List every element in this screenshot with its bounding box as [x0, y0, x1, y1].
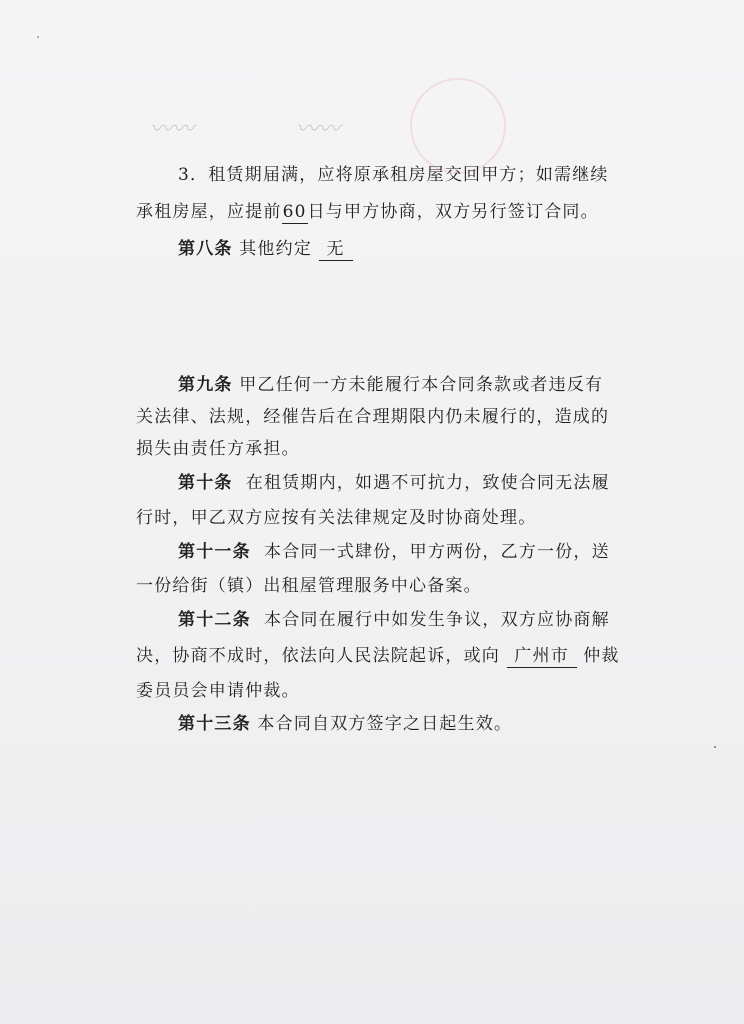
- clause9-heading: 第九条: [178, 375, 233, 395]
- clause9-line2: 关法律、法规，经催告后在合理期限内仍未履行的，造成的: [136, 407, 610, 427]
- clause10-heading: 第十条: [178, 473, 233, 493]
- clause11-line2: 一份给街（镇）出租屋管理服务中心备案。: [136, 576, 482, 596]
- clause12-line3: 委员员会申请仲裁。: [136, 681, 300, 701]
- clause13: 第十三条 本合同自双方签字之日起生效。: [178, 714, 513, 734]
- clause9-line1: 第九条 甲乙任何一方未能履行本合同条款或者违反有: [178, 375, 604, 395]
- clause10-line2: 行时，甲乙双方应按有关法律规定及时协商处理。: [136, 508, 537, 528]
- clause7-item3-line1: 3．租赁期届满，应将原承租房屋交回甲方；如需继续: [178, 165, 609, 185]
- clause11-line1: 第十一条 本合同一式肆份，甲方两份，乙方一份，送: [178, 542, 610, 562]
- clause7-item3-line2: 承租房屋，应提前60日与甲方协商，双方另行签订合同。: [136, 202, 599, 222]
- notice-days-field: 60: [282, 202, 307, 222]
- clause12-heading: 第十二条: [178, 610, 251, 630]
- clause8-label: 其他约定: [239, 239, 313, 259]
- scan-speck: [714, 746, 716, 748]
- scan-speck: [37, 36, 39, 38]
- arbitration-city-field: 广州市: [507, 645, 577, 668]
- clause10-line1: 第十条 在租赁期内，如遇不可抗力，致使合同无法履: [178, 473, 610, 493]
- clause11-heading: 第十一条: [178, 542, 251, 562]
- clause12-line1: 第十二条 本合同在履行中如发生争议，双方应协商解: [178, 610, 610, 630]
- clause8: [178, 231, 353, 268]
- clause9-line3: 损失由责任方承担。: [136, 439, 300, 459]
- clause13-heading: 第十三条: [178, 714, 251, 734]
- clause12-line2: 决，协商不成时，依法向人民法院起诉，或向 广州市 仲裁: [136, 646, 620, 666]
- faint-signature-shadow: 〰〰: [150, 117, 195, 142]
- other-agreement-field: 无: [319, 238, 353, 261]
- clause8-heading: 第八条: [178, 239, 233, 259]
- faint-signature-shadow-2: 〰〰: [296, 117, 341, 142]
